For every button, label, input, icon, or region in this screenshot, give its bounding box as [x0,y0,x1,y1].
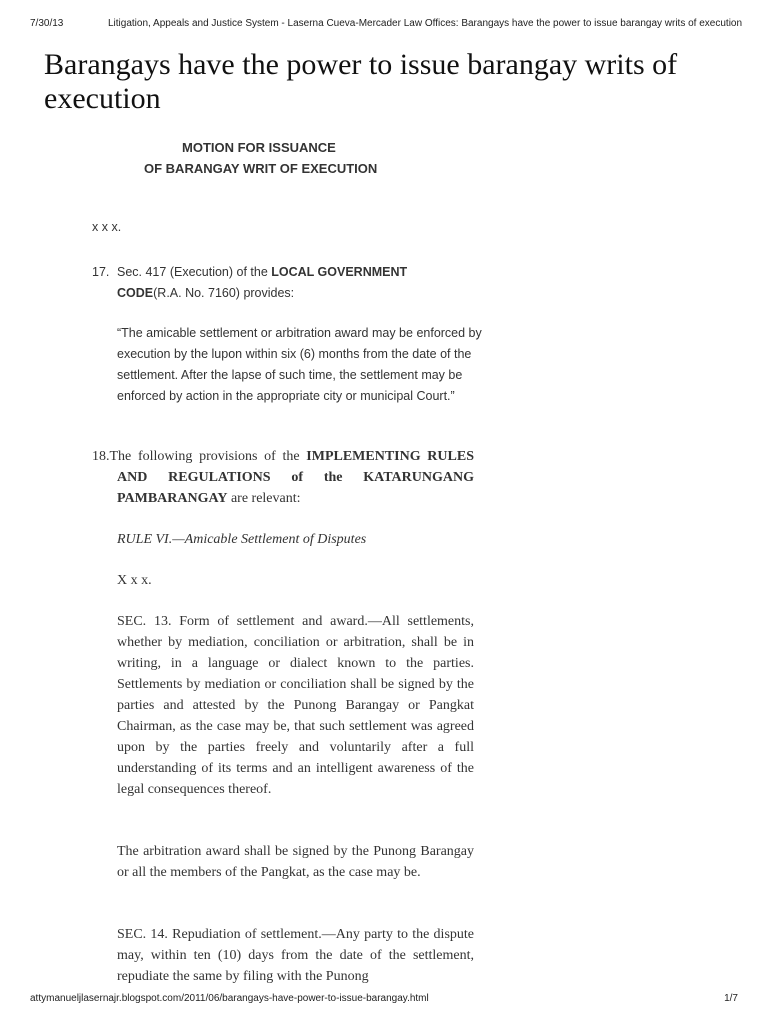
paragraph-text: Sec. 417 (Execution) of the [117,265,272,279]
paragraph-text: (R.A. No. 7160) provides: [153,286,295,300]
paragraph-number: 17. [92,265,110,279]
bold-text: CODE [117,286,154,300]
print-footer [30,993,738,1004]
print-header [30,18,748,29]
paragraph-17 [92,262,472,304]
paragraph-text: 18.The following provisions of the [92,449,307,464]
motion-heading [0,137,768,179]
paragraph-text: are relevant: [227,491,301,506]
article-title: Barangays have the power to issue barangay writs of execution [44,48,678,115]
ellipsis-marker: X x x. [117,573,152,588]
motion-heading-line-2: OF BARANGAY WRIT OF EXECUTION [144,161,378,176]
bold-text: IMPLEMENTING RULES AND REGULATIONS of the KATARUNGANG PAMBARANGAY [117,449,474,506]
paragraph-18 [92,446,474,509]
arbitration-paragraph: The arbitration award shall be signed by the Punong Barangay or all the members of the Pangkat, as the case may be. [117,844,474,880]
page-number: 1/7 [724,993,738,1004]
rule-heading: RULE VI.—Amicable Settlement of Disputes [117,532,367,547]
block-quote: “The amicable settlement or arbitration award may be enforced by execution by the lupon within six (6) months from the date of the settlement. After the lapse of such time, the settlement may be enforced by action in the appropriate city or municipal Court.” [117,326,482,403]
print-page-title: Litigation, Appeals and Justice System - Laserna Cueva-Mercader Law Offices: Barangays have the power to issue barangay writs of execution [108,18,743,29]
motion-heading-line-1: MOTION FOR ISSUANCE [182,140,336,155]
page-url: attymanueljlasernajr.blogspot.com/2011/06/barangays-have-power-to-issue-barangay.html [30,993,429,1004]
print-date: 7/30/13 [30,18,64,29]
bold-text: LOCAL GOVERNMENT [271,265,408,279]
ellipsis-marker: x x x. [92,220,122,234]
section-14: SEC. 14. Repudiation of settlement.—Any party to the dispute may, within ten (10) days from the date of the settlement, repudiate the same by filing with the Punong [117,927,474,984]
section-13: SEC. 13. Form of settlement and award.—All settlements, whether by mediation, conciliation or arbitration, shall be in writing, in a language or dialect known to the parties. Settlements by mediation or conciliation shall be signed by the parties and attested by the Punong Barangay or Pangkat Chairman, as the case may be, that such settlement was agreed upon by the parties freely and voluntarily after a full understanding of its terms and an intelligent awareness of the legal consequences thereof. [117,614,474,797]
